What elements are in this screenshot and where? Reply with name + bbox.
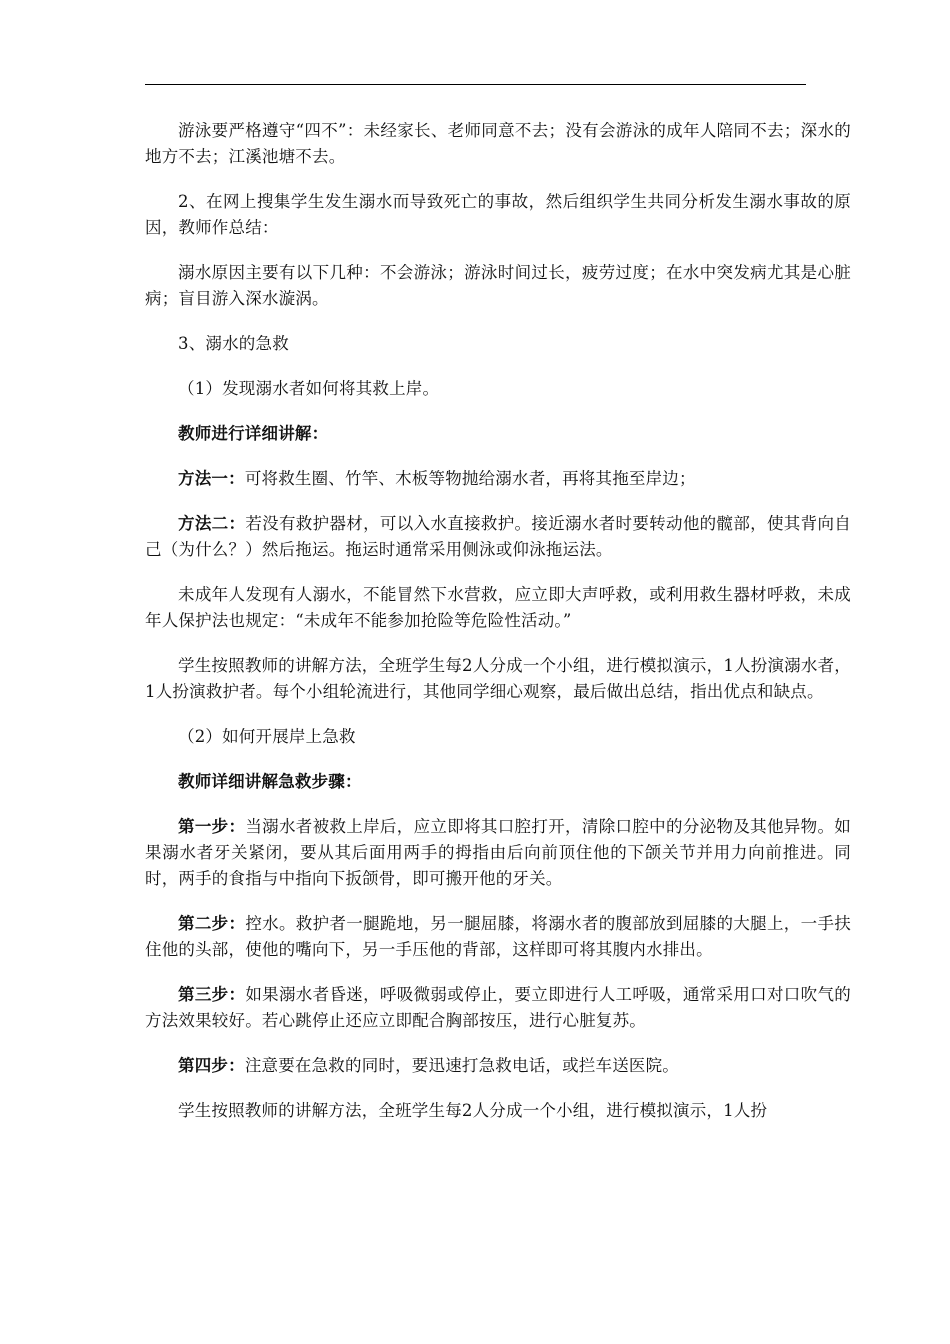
paragraph-method-one: 方法一：可将救生圈、竹竿、木板等物抛给溺水者，再将其拖至岸边；: [178, 469, 696, 488]
header-rule: [145, 84, 806, 85]
teacher-steps-heading: 教师详细讲解急救步骤：: [178, 772, 362, 791]
paragraph-minors-rule: 未成年人发现有人溺水，不能冒然下水营救，应立即大声呼救，或利用救生器材呼救，未成年人保护法也规定：“未成年不能参加抢险等危险性活动。”: [145, 585, 851, 630]
document-body: [145, 118, 851, 1124]
paragraph-drowning-causes: 溺水原因主要有以下几种：不会游泳；游泳时间过长，疲劳过度；在水中突发病尤其是心脏病；盲目游入深水漩涡。: [145, 263, 851, 308]
teacher-explanation-heading: 教师进行详细讲解：: [178, 424, 329, 443]
paragraph-student-simulation-continued: 学生按照教师的讲解方法，全班学生每2人分成一个小组，进行模拟演示，1人扮: [178, 1101, 768, 1120]
subheading-rescue-ashore: （1）发现溺水者如何将其救上岸。: [178, 379, 440, 398]
subheading-onshore-first-aid: （2）如何开展岸上急救: [178, 727, 356, 746]
paragraph-collect-accidents: 2、在网上搜集学生发生溺水而导致死亡的事故，然后组织学生共同分析发生溺水事故的原因，教师作总结：: [145, 192, 851, 237]
paragraph-step-one: 第一步：当溺水者被救上岸后，应立即将其口腔打开，清除口腔中的分泌物及其他异物。如果溺水者牙关紧闭，要从其后面用两手的拇指由后向前顶住他的下颌关节并用力向前推进。同时，两手的食指与中指向下扳颌骨，即可搬开他的牙关。: [145, 817, 851, 888]
paragraph-step-two: 第二步：控水。救护者一腿跪地，另一腿屈膝，将溺水者的腹部放到屈膝的大腿上，一手扶住他的头部，使他的嘴向下，另一手压他的背部，这样即可将其腹内水排出。: [145, 914, 851, 959]
paragraph-step-three: 第三步：如果溺水者昏迷，呼吸微弱或停止，要立即进行人工呼吸，通常采用口对口吹气的方法效果较好。若心跳停止还应立即配合胸部按压，进行心脏复苏。: [145, 985, 851, 1030]
paragraph-student-simulation: 学生按照教师的讲解方法，全班学生每2人分成一个小组，进行模拟演示，1人扮演溺水者，1人扮演救护者。每个小组轮流进行，其他同学细心观察，最后做出总结，指出优点和缺点。: [145, 656, 851, 701]
paragraph-method-two: 方法二：若没有救护器材，可以入水直接救护。接近溺水者时要转动他的髋部，使其背向自己（为什么？）然后拖运。拖运时通常采用侧泳或仰泳拖运法。: [145, 514, 851, 559]
paragraph-four-rules: 游泳要严格遵守“四不”：未经家长、老师同意不去；没有会游泳的成年人陪同不去；深水的地方不去；江溪池塘不去。: [145, 121, 851, 166]
section-heading-first-aid: 3、溺水的急救: [178, 334, 289, 353]
paragraph-step-four: 第四步：注意要在急救的同时，要迅速打急救电话，或拦车送医院。: [178, 1056, 680, 1075]
